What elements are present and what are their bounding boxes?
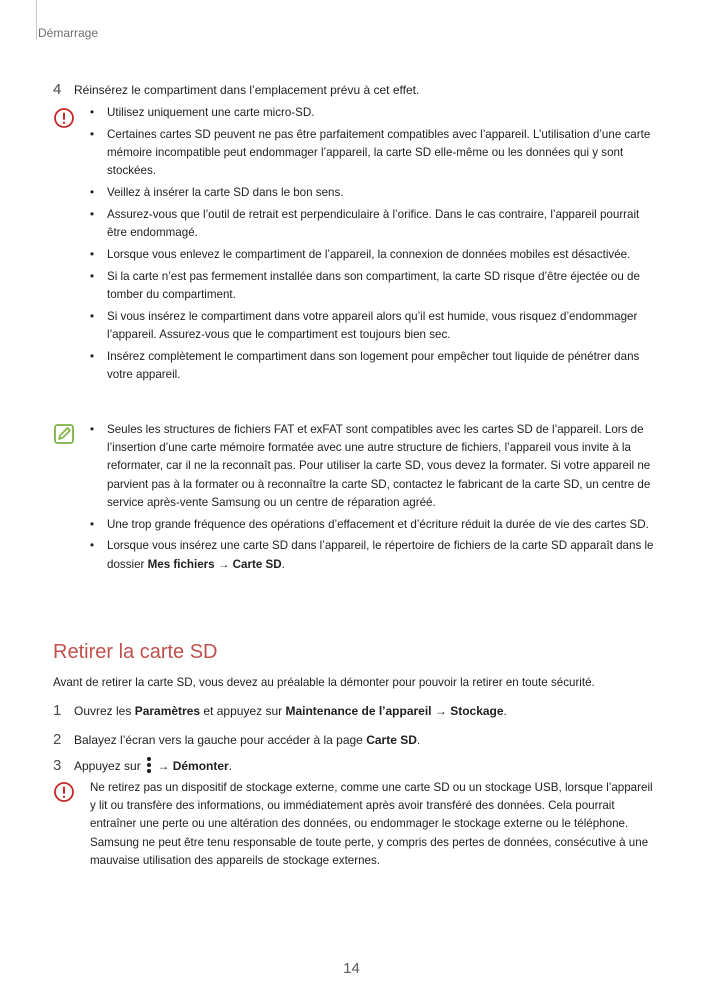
punctuation: . (416, 733, 421, 747)
arrow: → (154, 759, 173, 773)
step-text: Réinsérez le compartiment dans l’emplacement prévu à cet effet. (74, 83, 420, 97)
step-text-part: Appuyez sur (74, 759, 145, 773)
note-icon (53, 423, 75, 445)
step-number: 1 (53, 702, 62, 719)
punctuation: . (503, 704, 507, 718)
menu-path-maintenance: Maintenance de l’appareil (285, 704, 432, 718)
note-item: • Seules les structures de fichiers FAT et exFAT sont compatibles avec les cartes SD de l’appareil. Lors de l’insertion d’une carte mémoire formatée avec une autre structure de fichiers, l’appareil vous invite à la reformater, car il ne la reconnaît pas. Pour utiliser la carte SD, vous devez la formater. Si votre appareil ne parvient pas à la formater ou à reconnaître la carte SD, contactez le fabricant de la carte SD, un centre de service après-vente Samsung ou un centre de réparation agréé. (90, 421, 655, 512)
page-header: Démarrage (38, 26, 99, 40)
step-2 (53, 731, 420, 749)
warning-item: • Lorsque vous enlevez le compartiment de l’appareil, la connexion de données mobiles est désactivée. (90, 246, 655, 264)
step-text (74, 731, 420, 749)
punctuation: . (228, 759, 233, 773)
punctuation: . (281, 557, 285, 571)
warning-item: • Si vous insérez le compartiment dans votre appareil alors qu’il est humide, vous risquez d’endommager l’appareil. Assurez-vous que le compartiment est toujours bien sec. (90, 308, 655, 344)
page-edge-line (36, 0, 37, 40)
caution-icon (53, 107, 75, 129)
note-item: • Une trop grande fréquence des opérations d’effacement et d’écriture réduit la durée de vie des cartes SD. (90, 516, 655, 534)
step-text (74, 756, 232, 775)
step-number: 3 (53, 757, 62, 774)
menu-path-stockage: Stockage (450, 704, 504, 718)
section-title: Retirer la carte SD (53, 641, 218, 663)
warning-item: • Assurez-vous que l’outil de retrait est perpendiculaire à l’orifice. Dans le cas contraire, l’appareil pourrait être endommagé. (90, 206, 655, 242)
step-number: 4 (53, 81, 62, 98)
note-item-text: Lorsque vous insérez une carte SD dans l’appareil, le répertoire de fichiers de la carte SD apparaît dans le dossier (107, 539, 654, 571)
note-list (90, 421, 655, 577)
more-options-icon (145, 756, 153, 774)
step-1 (53, 702, 507, 720)
step-text (74, 702, 507, 720)
arrow: → (431, 704, 451, 718)
menu-path-carte-sd: Carte SD (366, 733, 417, 747)
warning-list (90, 104, 655, 388)
caution-icon (53, 781, 75, 803)
warning-item: • Certaines cartes SD peuvent ne pas être parfaitement compatibles avec l’appareil. L’utilisation d’une carte mémoire incompatible peut endommager l’appareil, la carte SD elle-même ou les données qui y sont stockées. (90, 126, 655, 181)
arrow: → (214, 557, 233, 571)
step-4 (53, 81, 419, 99)
step-text-part: Ouvrez les (74, 704, 135, 718)
step-text-part: et appuyez sur (200, 704, 286, 718)
step-number: 2 (53, 731, 62, 748)
menu-path-mes-fichiers: Mes fichiers (147, 557, 215, 571)
final-warning: Ne retirez pas un dispositif de stockage externe, comme une carte SD ou un stockage USB, lorsque l’appareil y lit ou transfère des informations, ou immédiatement après avoir transféré des données. Cela pourrait entraîner une perte ou une altération des données, ou endommager le stockage externe ou le téléphone. Samsung ne peut être tenu responsable de toute perte, y compris des pertes de données, consécutive à une mauvaise utilisation des appareils de stockage externes. (90, 781, 653, 867)
page-number: 14 (343, 960, 360, 977)
section-intro: Avant de retirer la carte SD, vous devez au préalable la démonter pour pouvoir la retirer en toute sécurité. (53, 676, 595, 689)
note-item (90, 537, 655, 573)
warning-item: • Veillez à insérer la carte SD dans le bon sens. (90, 184, 655, 202)
menu-path-demonter: Démonter (172, 759, 229, 773)
warning-item: • Utilisez uniquement une carte micro-SD. (90, 104, 655, 122)
menu-path-carte-sd: Carte SD (232, 557, 282, 571)
warning-item: • Si la carte n’est pas fermement installée dans son compartiment, la carte SD risque d’être éjectée ou de tomber du compartiment. (90, 268, 655, 304)
warning-item: • Insérez complètement le compartiment dans son logement pour empêcher tout liquide de pénétrer dans votre appareil. (90, 348, 655, 384)
step-3 (53, 756, 232, 775)
menu-path-parametres: Paramètres (134, 704, 201, 718)
step-text-part: Balayez l’écran vers la gauche pour accéder à la page (74, 733, 367, 747)
